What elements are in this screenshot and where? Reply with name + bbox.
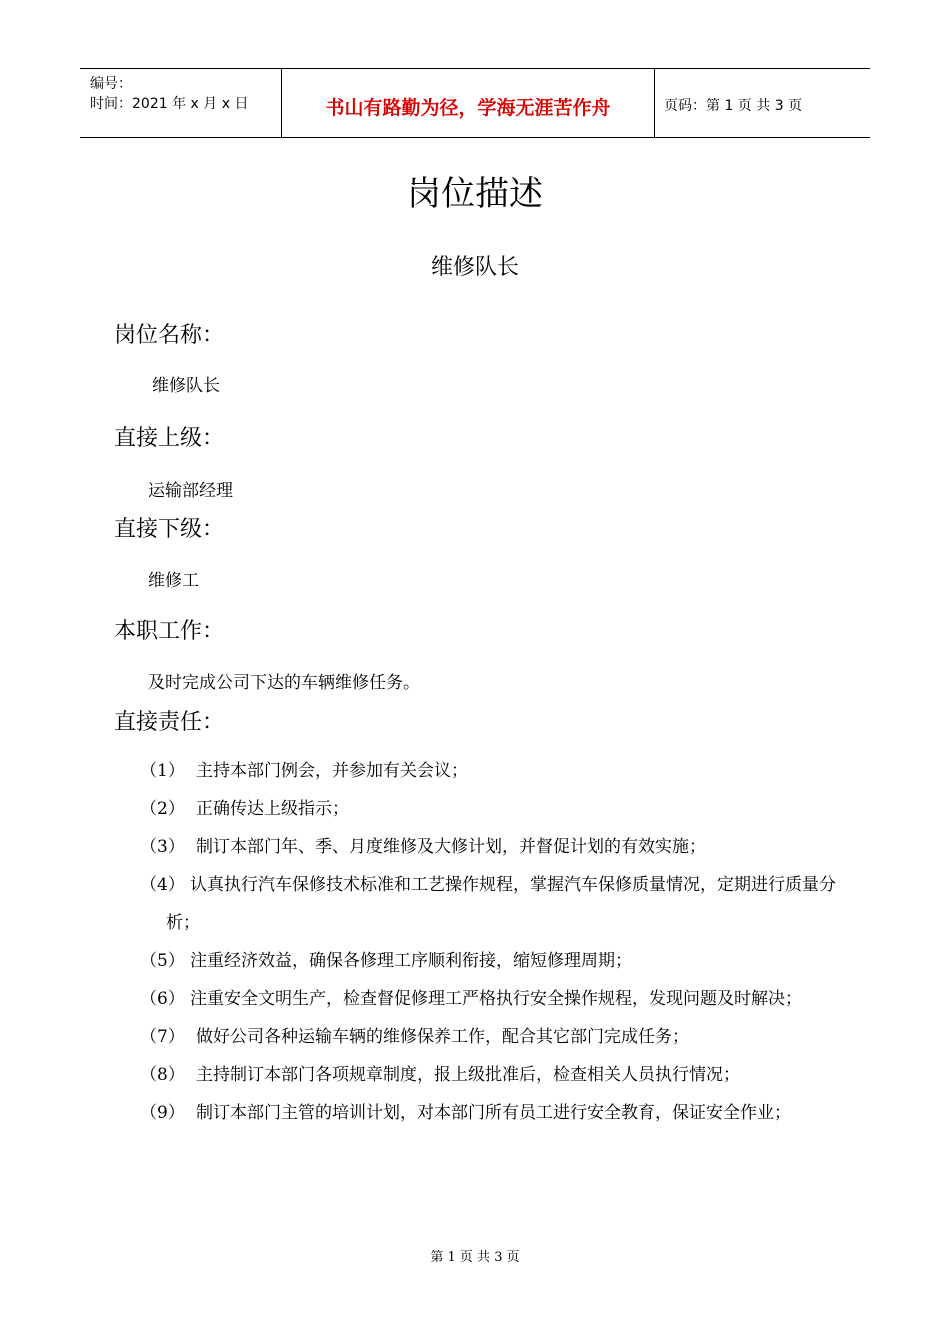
list-item-text: 主持制订本部门各项规章制度，报上级批准后，检查相关人员执行情况； (196, 1065, 740, 1085)
list-item (140, 790, 840, 828)
list-item-text: 正确传达上级指示； (196, 799, 349, 819)
page-footer: 第 1 页 共 3 页 (430, 1250, 520, 1265)
subordinate-value: 维修工 (148, 571, 199, 591)
list-item-number: （4） (140, 875, 185, 895)
list-item (140, 828, 840, 866)
list-item-text: 注重经济效益，确保各修理工序顺利衔接，缩短修理周期； (190, 951, 632, 971)
list-item-text: 主持本部门例会，并参加有关会议； (196, 761, 468, 781)
position-name-value: 维修队长 (152, 376, 220, 396)
list-item (140, 1056, 840, 1094)
duty-value: 及时完成公司下达的车辆维修任务。 (148, 673, 420, 693)
list-item (140, 1094, 840, 1132)
motto: 书山有路勤为径，学海无涯苦作舟 (325, 97, 611, 119)
list-item-number: （3） (140, 837, 185, 857)
list-item-text: 做好公司各种运输车辆的维修保养工作，配合其它部门完成任务； (196, 1027, 689, 1047)
list-item-number: （7） (140, 1027, 185, 1047)
list-item-number: （5） (140, 951, 185, 971)
subordinate-heading: 直接下级： (114, 517, 225, 542)
header-motto-cell (281, 69, 655, 137)
header-page-cell (654, 69, 870, 137)
list-item (140, 1018, 840, 1056)
responsibilities-heading: 直接责任： (114, 710, 225, 735)
document-title: 岗位描述 (407, 174, 543, 214)
list-item (140, 942, 840, 980)
number-label: 编号： (90, 76, 132, 92)
list-item-number: （2） (140, 799, 185, 819)
document-subtitle: 维修队长 (430, 255, 519, 280)
date-label: 时间：2021 年 x 月 x 日 (90, 96, 249, 112)
list-item-text: 认真执行汽车保修技术标准和工艺操作规程，掌握汽车保修质量情况，定期进行质量分析； (166, 875, 836, 933)
superior-heading: 直接上级： (114, 426, 225, 451)
list-item-number: （8） (140, 1065, 185, 1085)
list-item-number: （9） (140, 1103, 185, 1123)
header-table (80, 68, 870, 138)
responsibilities-list (140, 752, 840, 1132)
list-item (140, 866, 840, 942)
list-item-number: （6） (140, 989, 185, 1009)
list-item-text: 制订本部门主管的培训计划，对本部门所有员工进行安全教育，保证安全作业； (196, 1103, 791, 1123)
list-item (140, 752, 840, 790)
header-meta-cell (80, 69, 280, 137)
page-label: 页码：第 1 页 共 3 页 (664, 98, 803, 114)
superior-value: 运输部经理 (148, 481, 233, 501)
list-item (140, 980, 840, 1018)
duty-heading: 本职工作： (114, 619, 225, 644)
list-item-text: 制订本部门年、季、月度维修及大修计划，并督促计划的有效实施； (196, 837, 706, 857)
list-item-number: （1） (140, 761, 185, 781)
position-name-heading: 岗位名称： (114, 323, 225, 348)
list-item-text: 注重安全文明生产，检查督促修理工严格执行安全操作规程，发现问题及时解决； (190, 989, 802, 1009)
